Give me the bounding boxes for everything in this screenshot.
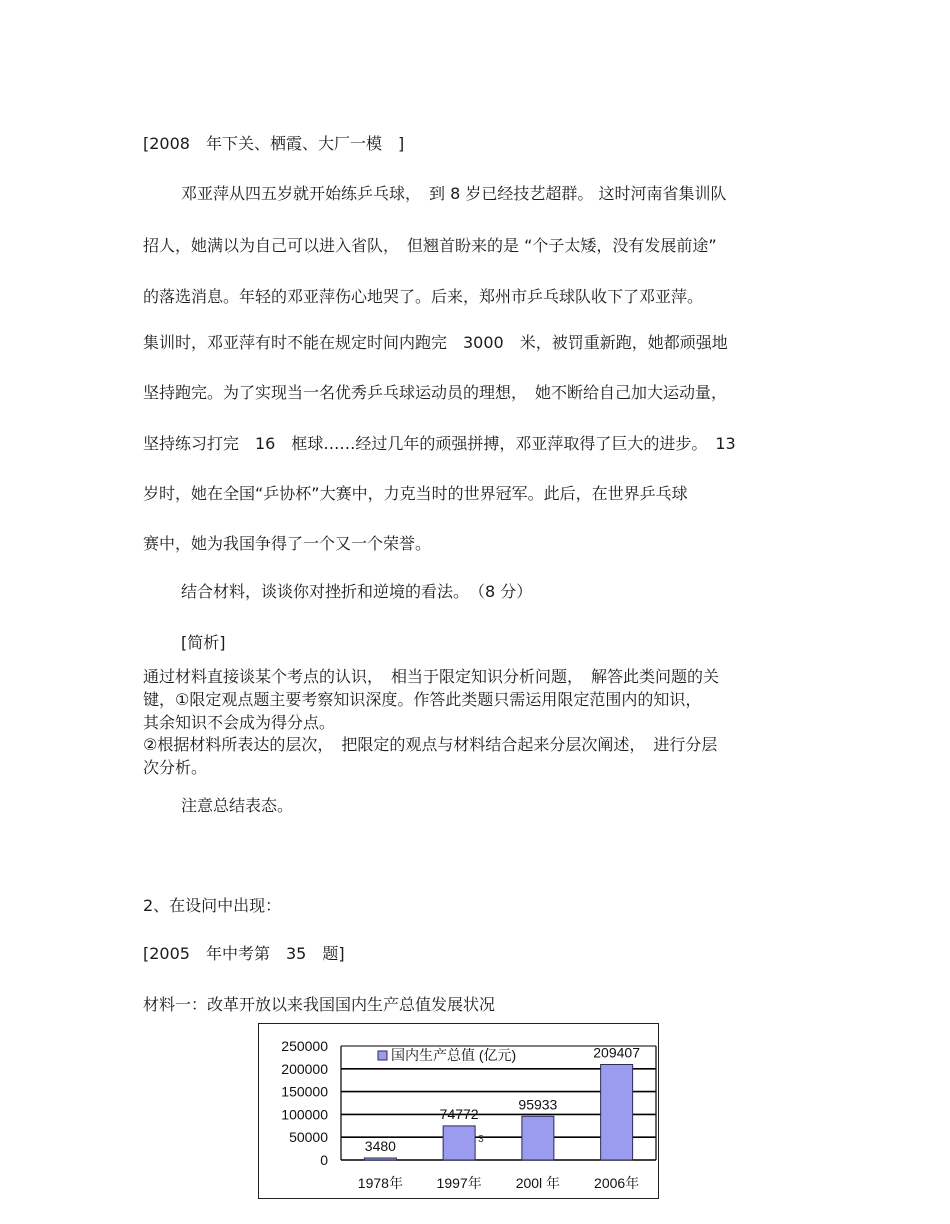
legend bbox=[378, 1047, 516, 1063]
category-label: 2006年 bbox=[594, 1175, 640, 1191]
material-paragraph-line: 邓亚萍从四五岁就开始练乒乓球， 到 8 岁已经技艺超群。 这时河南省集训队 bbox=[181, 184, 727, 203]
analysis-heading: [简析] bbox=[181, 633, 226, 652]
data-label: 74772 bbox=[439, 1105, 479, 1122]
legend-swatch bbox=[378, 1051, 387, 1060]
bar bbox=[364, 1158, 396, 1160]
stray-mark: 3 bbox=[478, 1134, 484, 1145]
category-label: 1997年 bbox=[436, 1175, 482, 1191]
material-paragraph-line: 岁时，她在全国“乒协杯”大赛中，力克当时的世界冠军。此后，在世界乒乓球 bbox=[143, 484, 688, 503]
analysis-line: 次分析。 bbox=[143, 758, 208, 777]
data-label: 95933 bbox=[518, 1096, 558, 1113]
summary-line: 注意总结表态。 bbox=[181, 796, 294, 815]
material-paragraph-line: 坚持跑完。为了实现当一名优秀乒乓球运动员的理想， 她不断给自己加大运动量， bbox=[143, 383, 728, 402]
material-paragraph-line: 坚持练习打完 16 框球……经过几年的顽强拼搏，邓亚萍取得了巨大的进步。 13 bbox=[143, 434, 736, 453]
exam-source-heading: [2005 年中考第 35 题] bbox=[143, 944, 345, 963]
analysis-line: 键，①限定观点题主要考察知识深度。作答此类题只需运用限定范围内的知识， bbox=[143, 690, 702, 709]
y-tick-label: 150000 bbox=[281, 1083, 328, 1100]
bar bbox=[522, 1116, 554, 1160]
y-tick-label: 0 bbox=[320, 1152, 328, 1168]
bar bbox=[601, 1065, 633, 1160]
exam-source-heading: [2008 年下关、栖霞、大厂一模 ] bbox=[143, 134, 405, 153]
analysis-line: 其余知识不会成为得分点。 bbox=[143, 713, 336, 732]
question-line: 结合材料，谈谈你对挫折和逆境的看法。 （8 分） bbox=[181, 582, 533, 601]
category-label: 200l 年 bbox=[515, 1175, 561, 1191]
y-tick-label: 200000 bbox=[281, 1060, 328, 1077]
material-paragraph-line: 集训时，邓亚萍有时不能在规定时间内跑完 3000 米，被罚重新跑，她都顽强地 bbox=[143, 333, 728, 352]
legend-label: 国内生产总值 (亿元) bbox=[391, 1047, 517, 1063]
category-label-layer bbox=[358, 1175, 639, 1191]
y-tick-layer bbox=[281, 1038, 328, 1168]
analysis-line: 通过材料直接谈某个考点的认识， 相当于限定知识分析问题， 解答此类问题的关 bbox=[143, 667, 720, 686]
material-paragraph-line: 赛中，她为我国争得了一个又一个荣誉。 bbox=[143, 534, 432, 553]
gdp-chart bbox=[258, 1023, 659, 1199]
category-label: 1978年 bbox=[357, 1175, 403, 1191]
bar bbox=[443, 1126, 475, 1160]
gdp-bar-chart bbox=[259, 1024, 658, 1198]
bar-layer bbox=[364, 1065, 632, 1160]
material-paragraph-line: 招人，她满以为自己可以进入省队， 但翘首盼来的是 “个子太矮，没有发展前途” bbox=[143, 236, 717, 255]
y-tick-label: 100000 bbox=[281, 1106, 328, 1123]
analysis-line: ②根据材料所表达的层次， 把限定的观点与材料结合起来分层次阐述， 进行分层 bbox=[143, 735, 718, 754]
y-tick-label: 50000 bbox=[289, 1129, 328, 1146]
material-paragraph-line: 的落选消息。年轻的邓亚萍伤心地哭了。后来，郑州市乒乓球队收下了邓亚萍。 bbox=[143, 287, 704, 306]
data-label: 209407 bbox=[593, 1044, 640, 1061]
data-label: 3480 bbox=[364, 1138, 396, 1154]
section-heading: 2、在设问中出现： bbox=[143, 896, 282, 915]
chart-caption: 材料一：改革开放以来我国国内生产总值发展状况 bbox=[143, 995, 496, 1014]
y-tick-label: 250000 bbox=[281, 1038, 328, 1054]
